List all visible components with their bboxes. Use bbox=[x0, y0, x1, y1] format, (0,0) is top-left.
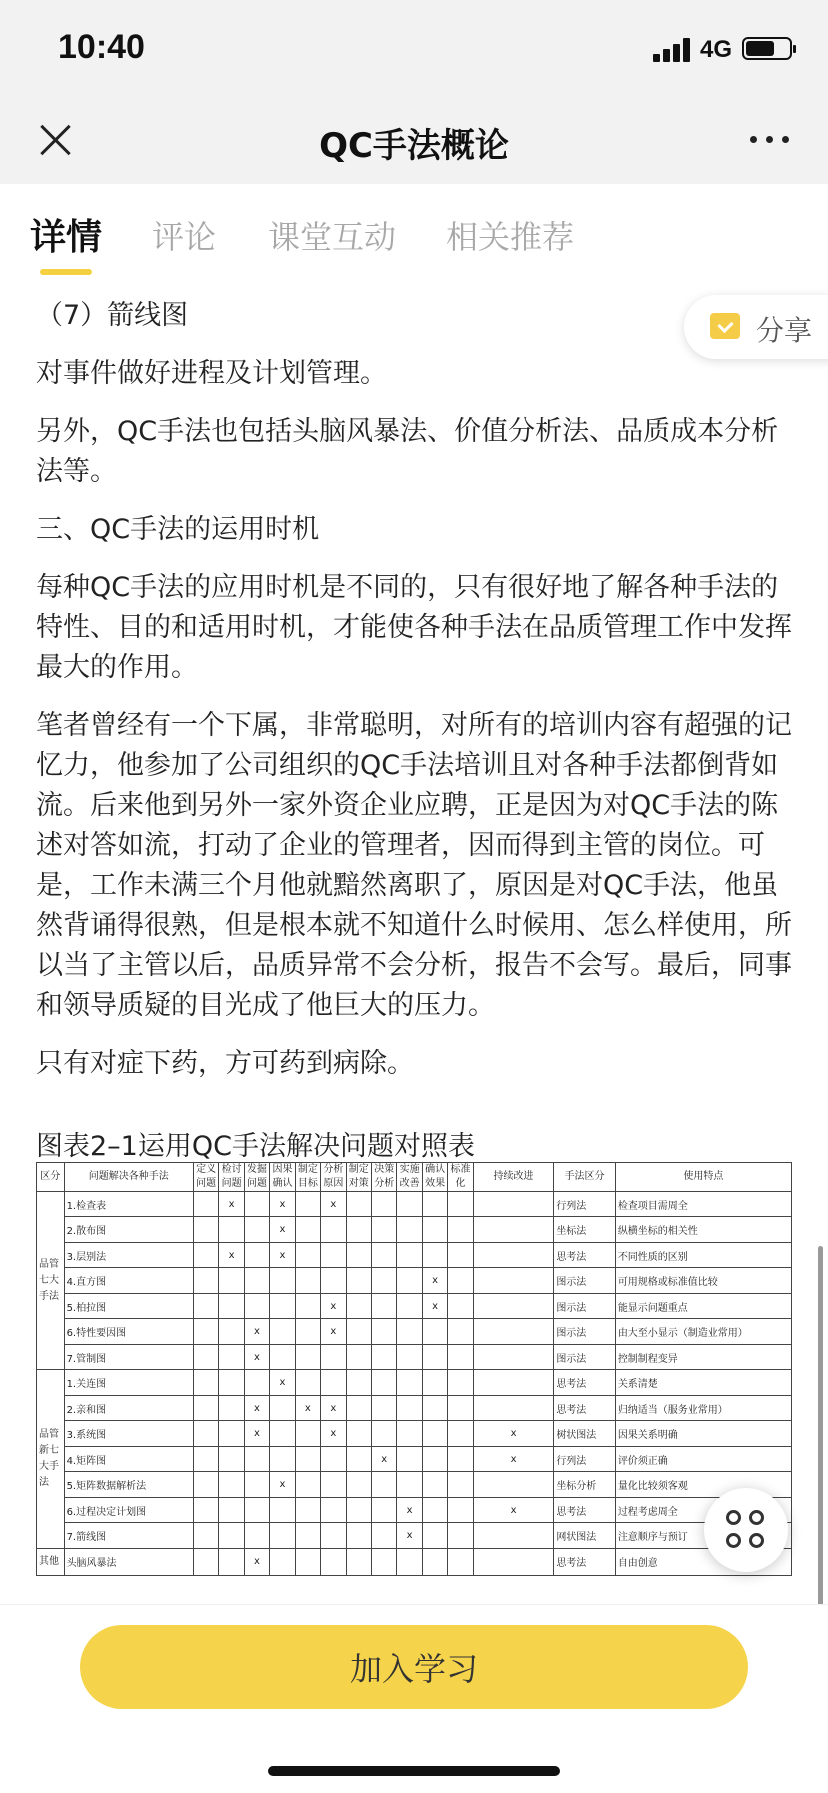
table-mark-cell bbox=[422, 1548, 447, 1575]
table-mark-cell bbox=[270, 1421, 295, 1446]
table-mark-cell bbox=[219, 1421, 244, 1446]
table-mark-cell bbox=[448, 1446, 473, 1471]
table-mark-cell bbox=[422, 1344, 447, 1369]
table-mark-cell bbox=[346, 1217, 371, 1242]
table-mark-cell bbox=[321, 1548, 346, 1575]
table-mark-cell bbox=[193, 1421, 218, 1446]
table-row bbox=[37, 1497, 792, 1522]
table-mark-cell bbox=[295, 1268, 320, 1293]
table-mark-cell bbox=[244, 1446, 269, 1471]
table-mark-cell bbox=[448, 1242, 473, 1267]
article-paragraph: 笔者曾经有一个下属，非常聪明，对所有的培训内容有超强的记忆力，他参加了公司组织的QC手法培训且对各种手法都倒背如流。后来他到另外一家外资企业应聘，正是因为对QC手法的陈述对答如流，打动了企业的管理者，因而得到主管的岗位。可是，工作未满三个月他就黯然离职了，原因是对QC手法，他虽然背诵得很熟，但是根本就不知道什么时候用、怎么样使用，所以当了主管以后，品质异常不会分析，报告不会写。最后，同事和领导质疑的目光成了他巨大的压力。 bbox=[36, 710, 792, 1021]
table-mark-cell: x bbox=[321, 1421, 346, 1446]
tab-class-interaction[interactable]: 课堂互动 bbox=[268, 218, 397, 256]
table-type-cell: 图示法 bbox=[554, 1268, 616, 1293]
table-mark-cell bbox=[448, 1395, 473, 1420]
table-mark-cell bbox=[295, 1242, 320, 1267]
table-mark-cell bbox=[193, 1217, 218, 1242]
table-mark-cell: x bbox=[371, 1446, 396, 1471]
table-mark-cell bbox=[346, 1446, 371, 1471]
table-mark-cell bbox=[422, 1370, 447, 1395]
table-type-cell: 坐标分析 bbox=[554, 1472, 616, 1497]
table-mark-cell bbox=[422, 1217, 447, 1242]
table-feature-cell: 由大至小显示（制造业常用） bbox=[615, 1319, 791, 1344]
bottom-bar bbox=[0, 1604, 828, 1793]
table-mark-cell bbox=[371, 1497, 396, 1522]
table-row bbox=[37, 1548, 792, 1575]
table-mark-cell: x bbox=[219, 1242, 244, 1267]
table-row bbox=[37, 1344, 792, 1369]
table-mark-cell bbox=[371, 1268, 396, 1293]
table-type-cell: 思考法 bbox=[554, 1395, 616, 1420]
table-mark-cell bbox=[193, 1395, 218, 1420]
table-mark-cell bbox=[193, 1523, 218, 1548]
table-mark-cell bbox=[321, 1472, 346, 1497]
nav-bar bbox=[0, 96, 828, 185]
table-header-cell: 因果确认 bbox=[270, 1163, 295, 1192]
table-method-cell: 头脑风暴法 bbox=[64, 1548, 193, 1575]
table-mark-cell bbox=[422, 1446, 447, 1471]
table-mark-cell bbox=[270, 1548, 295, 1575]
table-mark-cell bbox=[422, 1523, 447, 1548]
table-mark-cell bbox=[448, 1472, 473, 1497]
table-header-cell: 持续改进 bbox=[473, 1163, 554, 1192]
share-icon bbox=[710, 313, 740, 339]
qc-methods-table bbox=[36, 1162, 792, 1576]
table-mark-cell: x bbox=[321, 1293, 346, 1318]
table-mark-cell bbox=[219, 1319, 244, 1344]
table-mark-cell bbox=[244, 1217, 269, 1242]
table-row bbox=[37, 1242, 792, 1267]
table-mark-cell bbox=[346, 1370, 371, 1395]
table-header-cell: 定义问题 bbox=[193, 1163, 218, 1192]
table-method-cell: 4.矩阵图 bbox=[64, 1446, 193, 1471]
table-mark-cell bbox=[295, 1293, 320, 1318]
table-feature-cell: 因果关系明确 bbox=[615, 1421, 791, 1446]
more-icon[interactable] bbox=[746, 124, 796, 154]
table-mark-cell bbox=[371, 1472, 396, 1497]
table-mark-cell bbox=[193, 1293, 218, 1318]
table-mark-cell bbox=[219, 1370, 244, 1395]
table-mark-cell bbox=[295, 1421, 320, 1446]
table-feature-cell: 注意顺序与预订 bbox=[615, 1523, 791, 1548]
table-type-cell: 树状图法 bbox=[554, 1421, 616, 1446]
table-mark-cell bbox=[193, 1446, 218, 1471]
table-mark-cell bbox=[448, 1192, 473, 1217]
table-mark-cell: x bbox=[219, 1192, 244, 1217]
article-paragraph: （7）箭线图 bbox=[36, 300, 189, 331]
table-mark-cell bbox=[346, 1242, 371, 1267]
table-type-cell: 行列法 bbox=[554, 1192, 616, 1217]
table-mark-cell bbox=[193, 1370, 218, 1395]
table-mark-cell bbox=[219, 1472, 244, 1497]
table-header-cell: 决策分析 bbox=[371, 1163, 396, 1192]
section-heading: 三、QC手法的运用时机 bbox=[36, 514, 320, 545]
table-mark-cell bbox=[244, 1242, 269, 1267]
table-mark-cell bbox=[473, 1344, 554, 1369]
table-mark-cell: x bbox=[244, 1395, 269, 1420]
table-mark-cell bbox=[397, 1293, 422, 1318]
table-mark-cell bbox=[321, 1446, 346, 1471]
table-mark-cell bbox=[193, 1344, 218, 1369]
join-study-button[interactable]: 加入学习 bbox=[80, 1625, 748, 1709]
table-mark-cell bbox=[219, 1217, 244, 1242]
table-mark-cell bbox=[473, 1523, 554, 1548]
table-mark-cell bbox=[321, 1344, 346, 1369]
table-feature-cell: 自由创意 bbox=[615, 1548, 791, 1575]
article-content bbox=[36, 296, 796, 1102]
table-header-cell: 制定对策 bbox=[346, 1163, 371, 1192]
table-method-cell: 6.过程决定计划图 bbox=[64, 1497, 193, 1522]
table-mark-cell bbox=[371, 1242, 396, 1267]
table-header-cell: 使用特点 bbox=[615, 1163, 791, 1192]
table-mark-cell bbox=[244, 1293, 269, 1318]
table-mark-cell bbox=[270, 1523, 295, 1548]
table-method-cell: 2.散布图 bbox=[64, 1217, 193, 1242]
tab-recommendations[interactable]: 相关推荐 bbox=[446, 218, 575, 256]
table-mark-cell bbox=[346, 1268, 371, 1293]
table-header-row bbox=[37, 1163, 792, 1192]
article-paragraph: 另外，QC手法也包括头脑风暴法、价值分析法、品质成本分析法等。 bbox=[36, 416, 779, 487]
table-mark-cell bbox=[295, 1548, 320, 1575]
table-method-cell: 7.管制图 bbox=[64, 1344, 193, 1369]
table-mark-cell bbox=[346, 1497, 371, 1522]
table-mark-cell: x bbox=[473, 1497, 554, 1522]
table-mark-cell bbox=[193, 1242, 218, 1267]
table-mark-cell bbox=[219, 1523, 244, 1548]
table-mark-cell bbox=[397, 1548, 422, 1575]
table-row bbox=[37, 1395, 792, 1420]
table-mark-cell bbox=[270, 1268, 295, 1293]
table-mark-cell bbox=[270, 1344, 295, 1369]
table-mark-cell bbox=[371, 1548, 396, 1575]
table-type-cell: 行列法 bbox=[554, 1446, 616, 1471]
table-feature-cell: 检查项目需周全 bbox=[615, 1192, 791, 1217]
table-row bbox=[37, 1523, 792, 1548]
table-feature-cell: 量化比较须客观 bbox=[615, 1472, 791, 1497]
table-type-cell: 图示法 bbox=[554, 1319, 616, 1344]
table-type-cell: 坐标法 bbox=[554, 1217, 616, 1242]
table-feature-cell: 纵横坐标的相关性 bbox=[615, 1217, 791, 1242]
table-row bbox=[37, 1293, 792, 1318]
table-feature-cell: 可用规格或标准值比较 bbox=[615, 1268, 791, 1293]
table-mark-cell bbox=[448, 1523, 473, 1548]
table-type-cell: 网状图法 bbox=[554, 1523, 616, 1548]
table-mark-cell bbox=[448, 1268, 473, 1293]
table-row bbox=[37, 1319, 792, 1344]
table-mark-cell bbox=[193, 1497, 218, 1522]
table-mark-cell bbox=[397, 1268, 422, 1293]
article-paragraph: 对事件做好进程及计划管理。 bbox=[36, 358, 387, 389]
table-mark-cell bbox=[397, 1370, 422, 1395]
table-type-cell: 图示法 bbox=[554, 1293, 616, 1318]
table-type-cell: 思考法 bbox=[554, 1548, 616, 1575]
table-mark-cell bbox=[397, 1217, 422, 1242]
table-group-cell: 品管七大手法 bbox=[37, 1192, 65, 1370]
table-mark-cell bbox=[321, 1268, 346, 1293]
table-mark-cell bbox=[397, 1319, 422, 1344]
table-mark-cell bbox=[371, 1293, 396, 1318]
table-mark-cell bbox=[448, 1319, 473, 1344]
table-method-cell: 7.箭线图 bbox=[64, 1523, 193, 1548]
table-row bbox=[37, 1268, 792, 1293]
table-method-cell: 2.亲和图 bbox=[64, 1395, 193, 1420]
table-mark-cell bbox=[270, 1446, 295, 1471]
table-mark-cell bbox=[422, 1472, 447, 1497]
tab-comments[interactable]: 评论 bbox=[152, 218, 217, 256]
table-feature-cell: 控制制程变异 bbox=[615, 1344, 791, 1369]
table-mark-cell bbox=[371, 1370, 396, 1395]
table-mark-cell bbox=[270, 1319, 295, 1344]
table-mark-cell bbox=[397, 1472, 422, 1497]
table-mark-cell bbox=[473, 1548, 554, 1575]
table-mark-cell bbox=[346, 1319, 371, 1344]
table-mark-cell bbox=[448, 1344, 473, 1369]
table-mark-cell bbox=[244, 1268, 269, 1293]
table-mark-cell bbox=[346, 1293, 371, 1318]
table-mark-cell: x bbox=[270, 1370, 295, 1395]
table-mark-cell bbox=[473, 1395, 554, 1420]
table-row bbox=[37, 1192, 792, 1217]
table-header-cell: 区分 bbox=[37, 1163, 65, 1192]
table-mark-cell bbox=[371, 1421, 396, 1446]
table-header-cell: 制定目标 bbox=[295, 1163, 320, 1192]
table-mark-cell bbox=[422, 1395, 447, 1420]
table-mark-cell bbox=[270, 1497, 295, 1522]
table-mark-cell bbox=[397, 1421, 422, 1446]
table-mark-cell bbox=[346, 1548, 371, 1575]
table-row bbox=[37, 1472, 792, 1497]
table-mark-cell bbox=[219, 1497, 244, 1522]
page-title: QC手法概论 bbox=[319, 126, 509, 166]
table-mark-cell bbox=[397, 1446, 422, 1471]
table-mark-cell bbox=[295, 1497, 320, 1522]
table-row bbox=[37, 1217, 792, 1242]
table-feature-cell: 不同性质的区别 bbox=[615, 1242, 791, 1267]
table-mark-cell: x bbox=[321, 1192, 346, 1217]
table-mark-cell bbox=[397, 1395, 422, 1420]
table-type-cell: 思考法 bbox=[554, 1370, 616, 1395]
table-mark-cell bbox=[295, 1319, 320, 1344]
table-mark-cell bbox=[346, 1192, 371, 1217]
network-label: 4G bbox=[700, 36, 733, 63]
article-paragraph: 只有对症下药，方可药到病除。 bbox=[36, 1048, 414, 1079]
table-method-cell: 1.关连图 bbox=[64, 1370, 193, 1395]
table-mark-cell bbox=[321, 1370, 346, 1395]
table-mark-cell bbox=[219, 1344, 244, 1369]
table-method-cell: 6.特性要因图 bbox=[64, 1319, 193, 1344]
table-mark-cell: x bbox=[270, 1192, 295, 1217]
table-feature-cell: 能显示问题重点 bbox=[615, 1293, 791, 1318]
table-caption: 图表2–1运用QC手法解决问题对照表 bbox=[36, 1131, 475, 1162]
status-time: 10:40 bbox=[58, 28, 145, 66]
table-header-cell: 问题解决各种手法 bbox=[64, 1163, 193, 1192]
table-mark-cell bbox=[397, 1242, 422, 1267]
table-row bbox=[37, 1421, 792, 1446]
table-mark-cell bbox=[422, 1421, 447, 1446]
table-group-cell: 品管新七大手法 bbox=[37, 1370, 65, 1548]
table-mark-cell bbox=[244, 1192, 269, 1217]
table-feature-cell: 关系清楚 bbox=[615, 1370, 791, 1395]
table-mark-cell bbox=[346, 1395, 371, 1420]
table-mark-cell bbox=[295, 1472, 320, 1497]
table-mark-cell bbox=[473, 1370, 554, 1395]
table-mark-cell bbox=[295, 1370, 320, 1395]
table-mark-cell: x bbox=[270, 1472, 295, 1497]
table-mark-cell: x bbox=[473, 1446, 554, 1471]
table-mark-cell bbox=[295, 1344, 320, 1369]
share-label: 分享 bbox=[756, 314, 813, 347]
table-mark-cell bbox=[321, 1217, 346, 1242]
table-mark-cell bbox=[270, 1395, 295, 1420]
article-paragraph: 每种QC手法的应用时机是不同的，只有很好地了解各种手法的特性、目的和适用时机，才能使各种手法在品质管理工作中发挥最大的作用。 bbox=[36, 572, 792, 683]
table-mark-cell: x bbox=[244, 1319, 269, 1344]
table-header-cell: 检讨问题 bbox=[219, 1163, 244, 1192]
table-mark-cell bbox=[397, 1192, 422, 1217]
table-mark-cell bbox=[448, 1421, 473, 1446]
table-mark-cell bbox=[473, 1192, 554, 1217]
table-mark-cell bbox=[193, 1472, 218, 1497]
table-mark-cell bbox=[473, 1268, 554, 1293]
active-tab-indicator bbox=[40, 269, 92, 275]
table-mark-cell: x bbox=[244, 1548, 269, 1575]
table-mark-cell bbox=[219, 1395, 244, 1420]
table-mark-cell bbox=[346, 1523, 371, 1548]
table-mark-cell bbox=[448, 1548, 473, 1575]
table-mark-cell bbox=[193, 1192, 218, 1217]
table-mark-cell bbox=[473, 1217, 554, 1242]
table-mark-cell bbox=[448, 1293, 473, 1318]
table-mark-cell bbox=[244, 1497, 269, 1522]
share-button[interactable] bbox=[684, 295, 828, 359]
table-mark-cell bbox=[193, 1268, 218, 1293]
table-mark-cell bbox=[270, 1293, 295, 1318]
table-mark-cell bbox=[422, 1242, 447, 1267]
table-header-cell: 手法区分 bbox=[554, 1163, 616, 1192]
table-mark-cell bbox=[422, 1319, 447, 1344]
table-mark-cell bbox=[346, 1344, 371, 1369]
table-mark-cell bbox=[244, 1472, 269, 1497]
table-mark-cell bbox=[219, 1548, 244, 1575]
table-mark-cell: x bbox=[473, 1421, 554, 1446]
table-mark-cell bbox=[244, 1370, 269, 1395]
table-mark-cell bbox=[473, 1319, 554, 1344]
table-mark-cell bbox=[193, 1319, 218, 1344]
table-type-cell: 图示法 bbox=[554, 1344, 616, 1369]
table-mark-cell bbox=[219, 1446, 244, 1471]
table-mark-cell bbox=[422, 1497, 447, 1522]
home-indicator bbox=[268, 1766, 560, 1776]
table-mark-cell bbox=[397, 1344, 422, 1369]
table-method-cell: 4.直方图 bbox=[64, 1268, 193, 1293]
status-bar bbox=[0, 0, 828, 96]
table-type-cell: 思考法 bbox=[554, 1497, 616, 1522]
table-mark-cell bbox=[295, 1446, 320, 1471]
table-mark-cell: x bbox=[397, 1523, 422, 1548]
table-mark-cell bbox=[295, 1192, 320, 1217]
table-method-cell: 5.柏拉图 bbox=[64, 1293, 193, 1318]
table-mark-cell bbox=[346, 1421, 371, 1446]
table-mark-cell bbox=[371, 1523, 396, 1548]
table-group-cell: 其他 bbox=[37, 1548, 65, 1575]
table-mark-cell: x bbox=[321, 1395, 346, 1420]
table-mark-cell bbox=[473, 1472, 554, 1497]
table-mark-cell: x bbox=[422, 1268, 447, 1293]
table-mark-cell bbox=[193, 1548, 218, 1575]
table-feature-cell: 归纳适当（服务业常用） bbox=[615, 1395, 791, 1420]
table-mark-cell: x bbox=[295, 1395, 320, 1420]
scrollbar[interactable] bbox=[818, 1246, 823, 1634]
table-mark-cell bbox=[448, 1370, 473, 1395]
table-mark-cell bbox=[371, 1344, 396, 1369]
table-mark-cell: x bbox=[244, 1421, 269, 1446]
tab-details[interactable]: 详情 bbox=[30, 217, 103, 258]
table-mark-cell: x bbox=[270, 1242, 295, 1267]
table-feature-cell: 过程考虑周全 bbox=[615, 1497, 791, 1522]
table-mark-cell bbox=[295, 1217, 320, 1242]
table-method-cell: 3.层别法 bbox=[64, 1242, 193, 1267]
table-mark-cell bbox=[371, 1217, 396, 1242]
table-mark-cell bbox=[321, 1497, 346, 1522]
battery-icon bbox=[742, 37, 792, 60]
table-mark-cell bbox=[448, 1217, 473, 1242]
table-mark-cell bbox=[371, 1319, 396, 1344]
table-mark-cell: x bbox=[422, 1293, 447, 1318]
table-mark-cell bbox=[346, 1472, 371, 1497]
table-method-cell: 5.矩阵数据解析法 bbox=[64, 1472, 193, 1497]
table-mark-cell bbox=[295, 1523, 320, 1548]
table-mark-cell bbox=[473, 1242, 554, 1267]
table-mark-cell bbox=[219, 1268, 244, 1293]
table-mark-cell bbox=[448, 1497, 473, 1522]
table-mark-cell: x bbox=[244, 1344, 269, 1369]
table-method-cell: 3.系统图 bbox=[64, 1421, 193, 1446]
table-mark-cell: x bbox=[321, 1319, 346, 1344]
table-header-cell: 分析原因 bbox=[321, 1163, 346, 1192]
table-mark-cell: x bbox=[270, 1217, 295, 1242]
table-mark-cell: x bbox=[397, 1497, 422, 1522]
table-header-cell: 标准化 bbox=[448, 1163, 473, 1192]
table-header-cell: 确认效果 bbox=[422, 1163, 447, 1192]
table-mark-cell bbox=[422, 1192, 447, 1217]
table-header-cell: 发掘问题 bbox=[244, 1163, 269, 1192]
table-method-cell: 1.检查表 bbox=[64, 1192, 193, 1217]
signal-icon bbox=[653, 38, 691, 62]
table-row bbox=[37, 1446, 792, 1471]
table-mark-cell bbox=[219, 1293, 244, 1318]
table-mark-cell bbox=[321, 1242, 346, 1267]
tab-bar bbox=[0, 184, 828, 276]
table-type-cell: 思考法 bbox=[554, 1242, 616, 1267]
table-mark-cell bbox=[473, 1293, 554, 1318]
apps-float-button[interactable] bbox=[704, 1488, 788, 1572]
table-mark-cell bbox=[371, 1395, 396, 1420]
table-feature-cell: 评价须正确 bbox=[615, 1446, 791, 1471]
table-row bbox=[37, 1370, 792, 1395]
table-header-cell: 实施改善 bbox=[397, 1163, 422, 1192]
table-mark-cell bbox=[371, 1192, 396, 1217]
table-mark-cell bbox=[321, 1523, 346, 1548]
table-mark-cell bbox=[244, 1523, 269, 1548]
